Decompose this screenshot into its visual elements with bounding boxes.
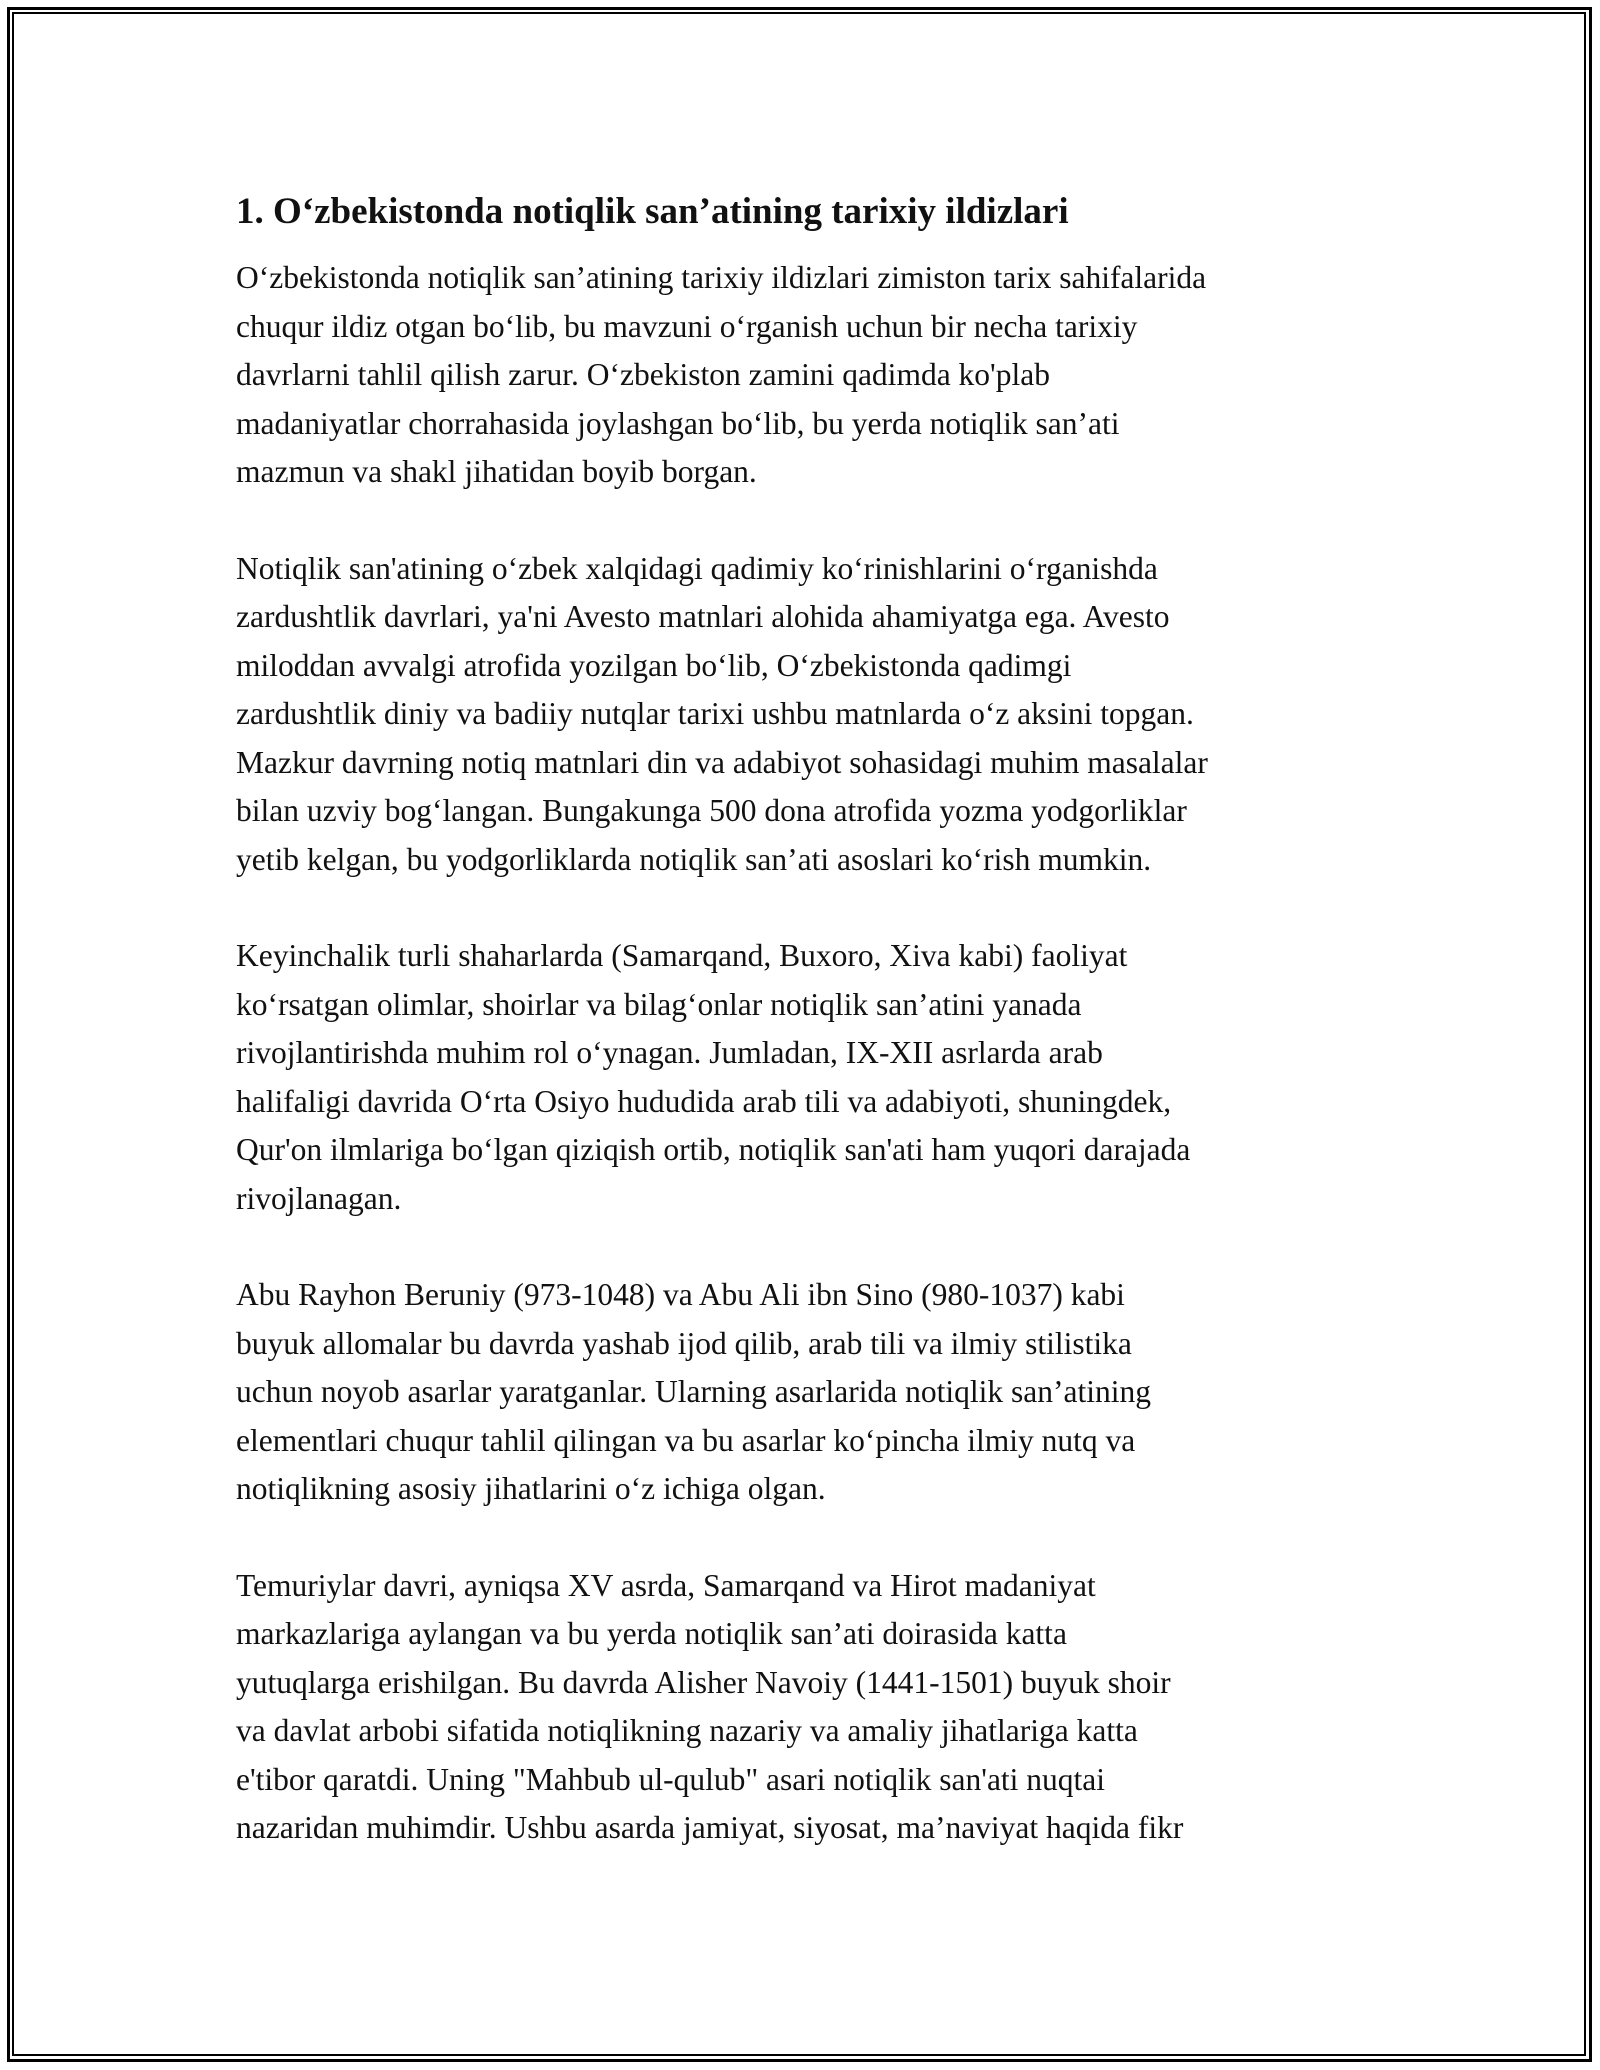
paragraph bbox=[236, 254, 1376, 497]
text-line: zardushtlik davrlari, ya'ni Avesto matnlari alohida ahamiyatga ega. Avesto bbox=[236, 599, 1170, 634]
section-title: 1. O‘zbekistonda notiqlik san’atining tarixiy ildizlari bbox=[236, 191, 1069, 232]
text-line: bilan uzviy bog‘langan. Bungakunga 500 dona atrofida yozma yodgorliklar bbox=[236, 793, 1187, 828]
text-line: davrlarni tahlil qilish zarur. O‘zbekiston zamini qadimda ko'plab bbox=[236, 357, 1050, 392]
text-line: va davlat arbobi sifatida notiqlikning nazariy va amaliy jihatlariga katta bbox=[236, 1713, 1138, 1748]
text-line: nazaridan muhimdir. Ushbu asarda jamiyat, siyosat, ma’naviyat haqida fikr bbox=[236, 1810, 1184, 1845]
text-line: rivojlantirishda muhim rol o‘ynagan. Jumladan, IX-XII asrlarda arab bbox=[236, 1035, 1103, 1070]
text-line: O‘zbekistonda notiqlik san’atining tarixiy ildizlari zimiston tarix sahifalarida bbox=[236, 260, 1207, 295]
text-line: rivojlanagan. bbox=[236, 1180, 402, 1216]
paragraph bbox=[236, 1562, 1376, 1853]
text-line: notiqlikning asosiy jihatlarini o‘z ichiga olgan. bbox=[236, 1471, 826, 1506]
text-line: mazmun va shakl jihatidan boyib borgan. bbox=[236, 454, 757, 489]
paragraph bbox=[236, 1271, 1376, 1514]
text-line: elementlari chuqur tahlil qilingan va bu asarlar ko‘pincha ilmiy nutq va bbox=[236, 1422, 1136, 1458]
text-line: Temuriylar davri, ayniqsa XV asrda, Samarqand va Hirot madaniyat bbox=[236, 1567, 1096, 1603]
text-line: Qur'on ilmlariga bo‘lgan qiziqish ortib, notiqlik san'ati ham yuqori darajada bbox=[236, 1132, 1191, 1167]
text-line: uchun noyob asarlar yaratganlar. Ularning asarlarida notiqlik san’atining bbox=[236, 1374, 1151, 1409]
text-line: Abu Rayhon Beruniy (973-1048) va Abu Ali ibn Sino (980-1037) kabi bbox=[236, 1277, 1125, 1312]
text-line: zardushtlik diniy va badiiy nutqlar tarixi ushbu matnlarda o‘z aksini topgan. bbox=[236, 696, 1194, 731]
text-line: e'tibor qaratdi. Uning "Mahbub ul-qulub" asari notiqlik san'ati nuqtai bbox=[236, 1761, 1106, 1797]
text-line: ko‘rsatgan olimlar, shoirlar va bilag‘onlar notiqlik san’atini yanada bbox=[236, 986, 1082, 1022]
text-line: yetib kelgan, bu yodgorliklarda notiqlik san’ati asoslari ko‘rish mumkin. bbox=[236, 841, 1152, 877]
text-line: Notiqlik san'atining o‘zbek xalqidagi qadimiy ko‘rinishlarini o‘rganishda bbox=[236, 550, 1158, 586]
text-line: Mazkur davrning notiq matnlari din va adabiyot sohasidagi muhim masalalar bbox=[236, 744, 1208, 780]
paragraph-list bbox=[236, 254, 1376, 1853]
text-line: yutuqlarga erishilgan. Bu davrda Alisher Navoiy (1441-1501) buyuk shoir bbox=[236, 1664, 1171, 1700]
text-line: halifaligi davrida O‘rta Osiyo hududida arab tili va adabiyoti, shuningdek, bbox=[236, 1083, 1172, 1119]
paragraph bbox=[236, 932, 1376, 1223]
text-line: Keyinchalik turli shaharlarda (Samarqand, Buxoro, Xiva kabi) faoliyat bbox=[236, 938, 1128, 973]
paragraph bbox=[236, 545, 1376, 885]
document-body bbox=[236, 186, 1376, 1901]
text-line: miloddan avvalgi atrofida yozilgan bo‘lib, O‘zbekistonda qadimgi bbox=[236, 647, 1072, 683]
text-line: markazlariga aylangan va bu yerda notiqlik san’ati doirasida katta bbox=[236, 1616, 1067, 1651]
text-line: buyuk allomalar bu davrda yashab ijod qilib, arab tili va ilmiy stilistika bbox=[236, 1325, 1132, 1361]
text-line: chuqur ildiz otgan bo‘lib, bu mavzuni o‘rganish uchun bir necha tarixiy bbox=[236, 308, 1138, 344]
text-line: madaniyatlar chorrahasida joylashgan bo‘lib, bu yerda notiqlik san’ati bbox=[236, 405, 1120, 441]
